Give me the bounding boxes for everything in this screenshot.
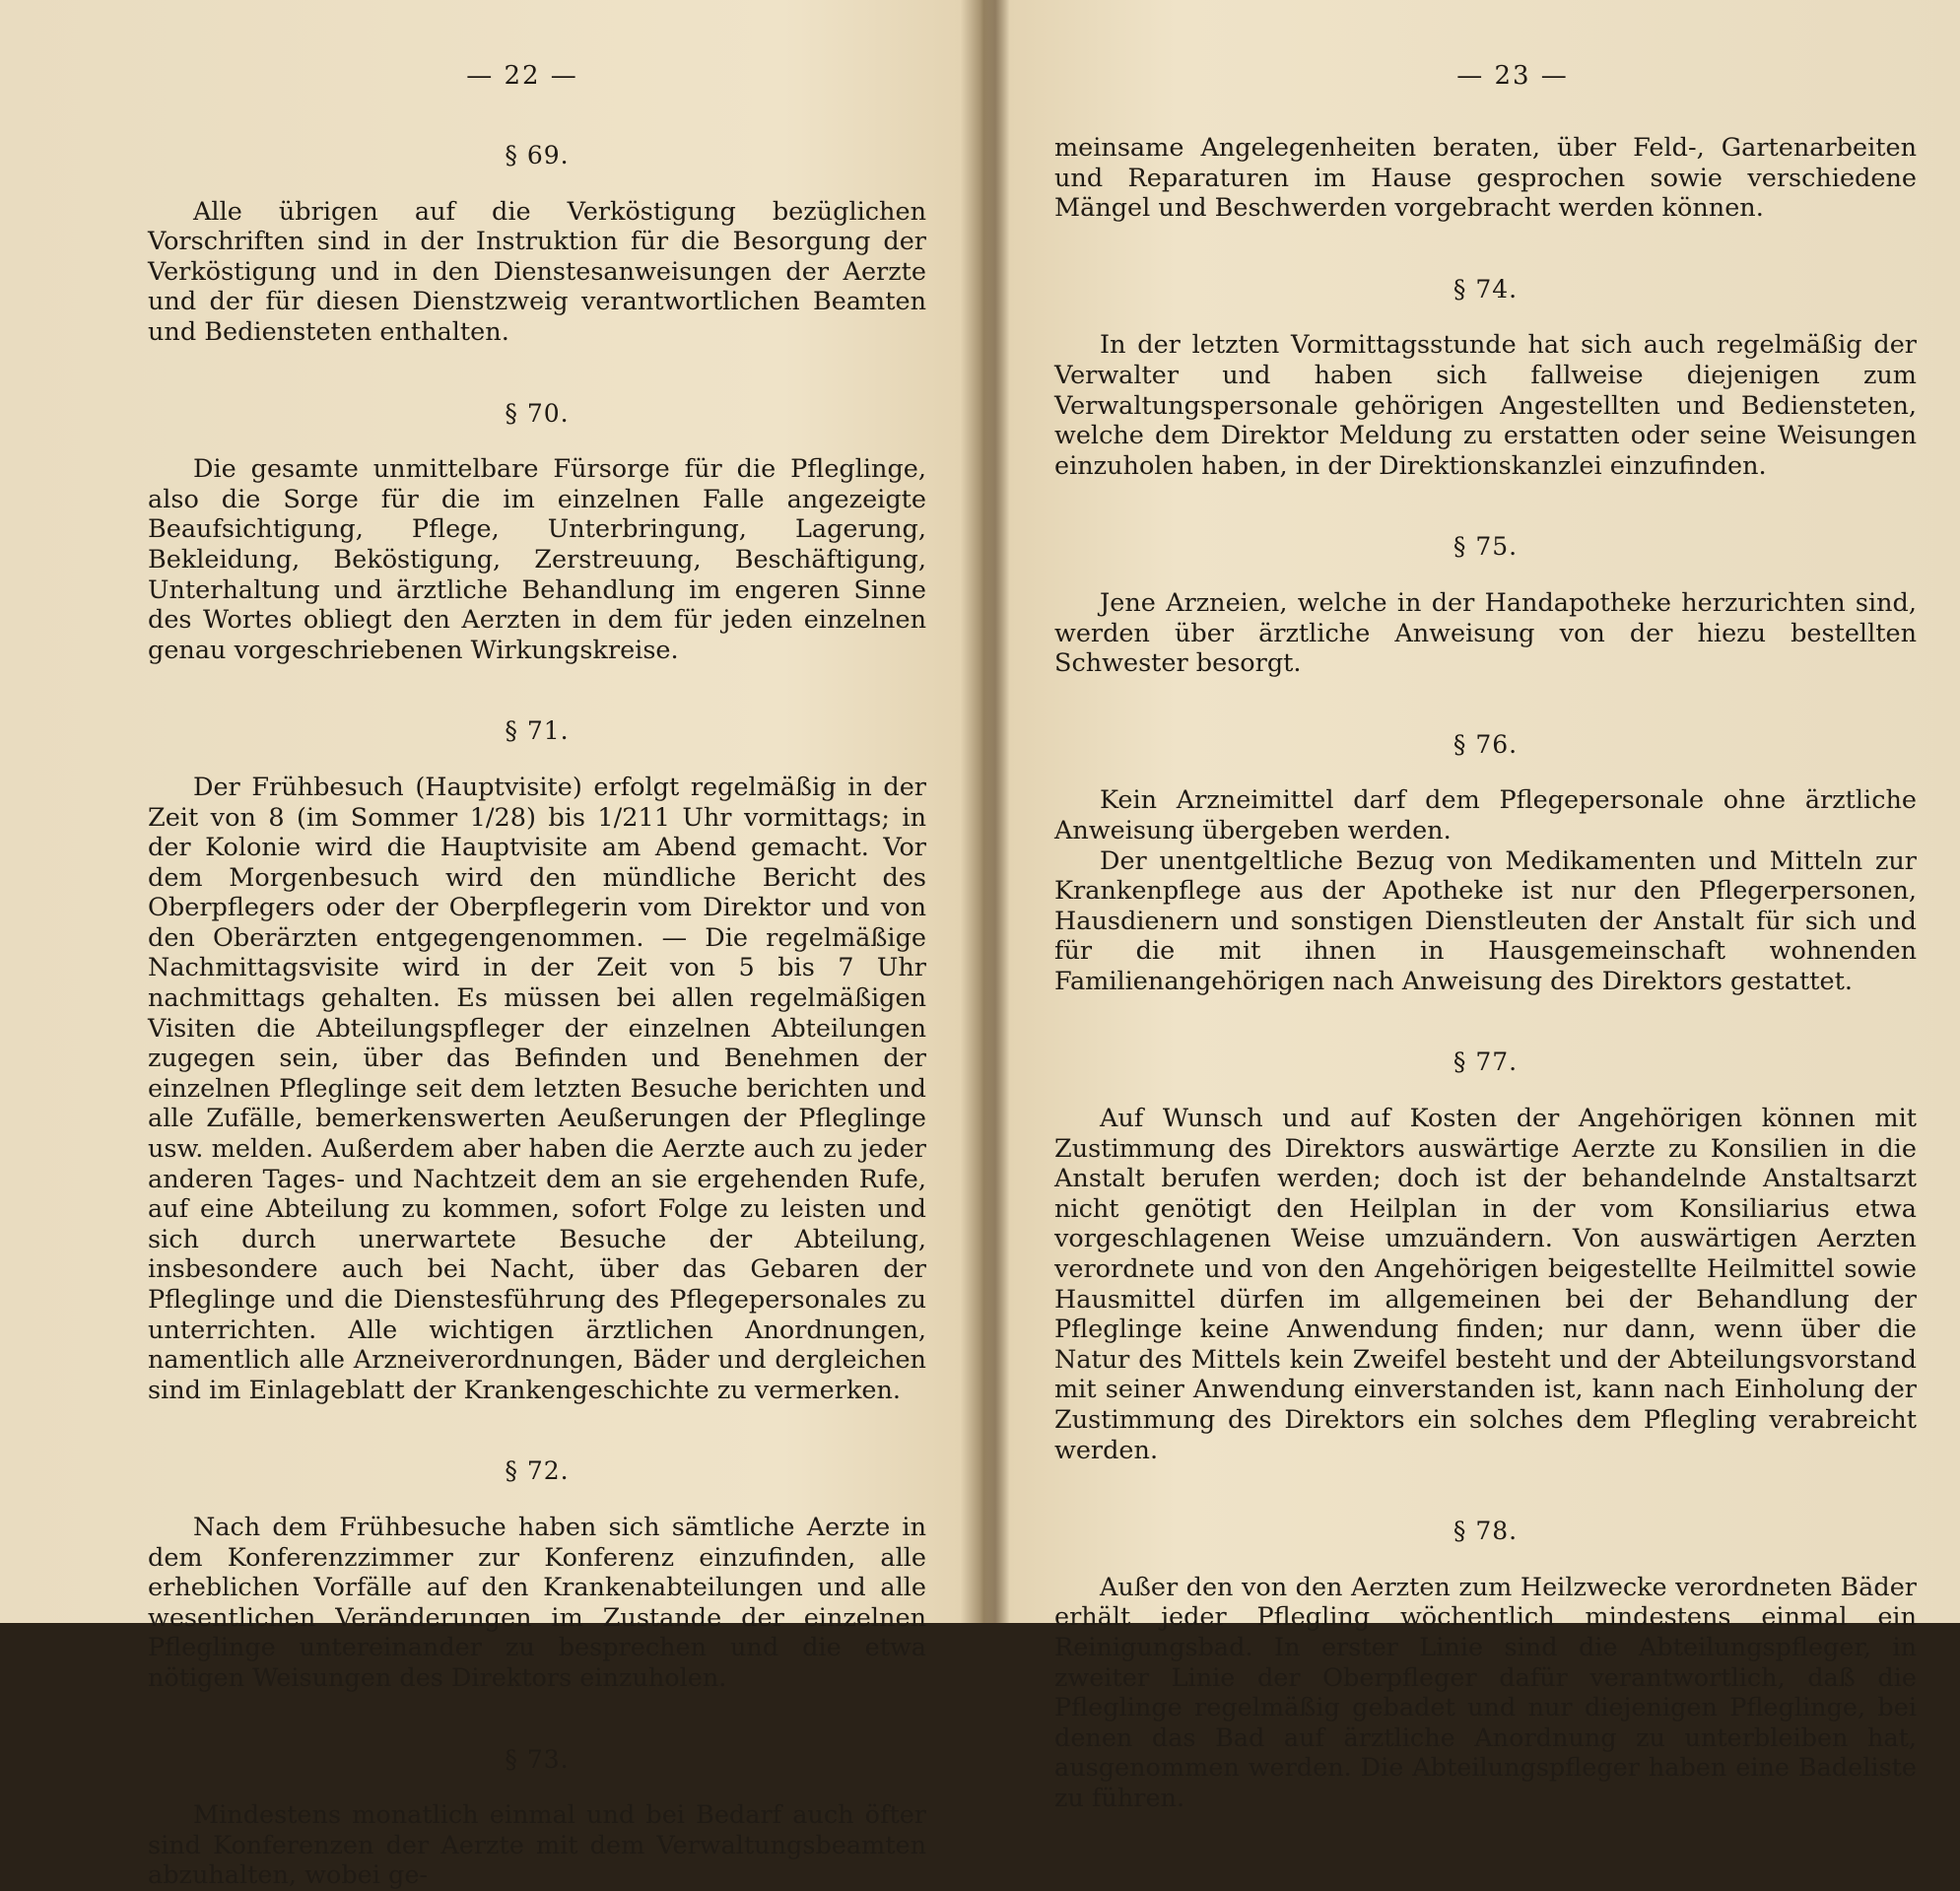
page-number-left: — 22 — <box>466 61 578 91</box>
section-75 <box>1054 524 1917 678</box>
section-70 <box>148 391 926 666</box>
paragraph: Jene Arzneien, welche in der Handapotheke herzurichten sind, werden über ärztliche Anweisung von der hiezu bestellten Schwester besorgt. <box>1054 587 1917 679</box>
section-heading: § 74. <box>1453 274 1519 304</box>
section-heading: § 72. <box>505 1456 570 1486</box>
section-72 <box>148 1449 926 1693</box>
paragraph: Außer den von den Aerzten zum Heilzwecke verordneten Bäder erhält jeder Pflegling wöchentlich mindestens einmal ein Reinigungsbad. In erster Linie sind die Abteilungspfleger, in zweiter Linie der Oberpfleger dafür verantwortlich, daß die Pfleglinge regelmäßig gebadet und nur diejenigen Pfleglinge, bei denen das Bad auf ärztliche Anordnung zu unterbleiben hat, ausgenommen werden. Die Abteilungspfleger haben eine Badeliste zu führen. <box>1054 1572 1917 1813</box>
paragraph: Mindestens monatlich einmal und bei Bedarf auch öfter sind Konferenzen der Aerzte mit dem Verwaltungsbeamten abzuhalten, wobei ge- <box>148 1800 926 1891</box>
section-heading: § 69. <box>505 141 570 169</box>
paragraph: Der unentgeltliche Bezug von Medikamenten und Mitteln zur Krankenpflege aus der Apotheke ist nur den Pflegerpersonen, Hausdienern und sonstigen Dienstleuten der Anstalt für sich und für die mit ihnen in Hausgemeinschaft wohnenden Familienangehörigen nach Anweisung des Direktors gestattet. <box>1054 845 1917 996</box>
section-77 <box>1054 1040 1917 1465</box>
section-heading: § 70. <box>505 398 570 428</box>
section-76 <box>1054 722 1917 997</box>
continuation-paragraph: meinsame Angelegenheiten beraten, über Feld-, Gartenarbeiten und Reparaturen im Hause gesprochen sowie verschiedene Mängel und Beschwerden vorgebracht werden können. <box>1054 133 1917 224</box>
left-page-body <box>148 133 926 1891</box>
section-heading: § 71. <box>505 716 570 746</box>
section-heading: § 77. <box>1453 1047 1519 1077</box>
paragraph: Der Frühbesuch (Hauptvisite) erfolgt regelmäßig in der Zeit von 8 (im Sommer 1/28) bis 1/211 Uhr vormittags; in der Kolonie wird die Hauptvisite am Abend gemacht. Vor dem Morgenbesuch wird den mündliche Bericht des Oberpflegers oder der Oberpflegerin vom Direktor und von den Oberärzten entgegengenommen. — Die regelmäßige Nachmittagsvisite wird in der Zeit von 5 bis 7 Uhr nachmittags gehalten. Es müssen bei allen regelmäßigen Visiten die Abteilungspfleger der einzelnen Abteilungen zugegen sein, über das Befinden und Benehmen der einzelnen Pfleglinge seit dem letzten Besuche berichten und alle Zufälle, bemerkenswerten Aeußerungen der Pfleglinge usw. melden. Außerdem aber haben die Aerzte auch zu jeder anderen Tages- und Nachtzeit dem an sie ergehenden Rufe, auf eine Abteilung zu kommen, sofort Folge zu leisten und sich durch unerwartete Besuche der Abteilung, insbesondere auch bei Nacht, über das Gebaren der Pfleglinge und die Dienstesführung des Pflegepersonales zu unterrichten. Alle wichtigen ärztlichen Anordnungen, namentlich alle Arzneiverordnungen, Bäder und dergleichen sind im Einlageblatt der Krankengeschichte zu vermerken. <box>148 772 926 1405</box>
paragraph: In der letzten Vormittagsstunde hat sich auch regelmäßig der Verwalter und haben sich fallweise diejenigen zum Verwaltungspersonale gehörigen Angestellten und Bediensteten, welche dem Direktor Meldung zu erstatten oder seine Weisungen einzuholen haben, in der Direktionskanzlei einzufinden. <box>1054 330 1917 481</box>
page-number-right: — 23 — <box>1456 61 1569 91</box>
paragraph: Die gesamte unmittelbare Fürsorge für die Pfleglinge, also die Sorge für die im einzelnen Falle angezeigte Beaufsichtigung, Pflege, Unterbringung, Lagerung, Bekleidung, Beköstigung, Zerstreuung, Beschäftigung, Unterhaltung und ärztliche Behandlung im engeren Sinne des Wortes obliegt den Aerzten in dem für jeden einzelnen genau vorgeschriebenen Wirkungskreise. <box>148 454 926 665</box>
section-69 <box>148 133 926 348</box>
right-page <box>1000 0 1960 1813</box>
section-78 <box>1054 1509 1917 1813</box>
paragraph: Auf Wunsch und auf Kosten der Angehörigen können mit Zustimmung des Direktors auswärtige Aerzte zu Konsilien in die Anstalt berufen werden; doch ist der behandelnde Anstaltsarzt nicht genötigt den Heilplan in der vom Konsiliarius etwa vorgeschlagenen Weise umzuändern. Von auswärtigen Aerzten verordnete und von den Angehörigen beigestellte Heilmittel sowie Hausmittel dürfen im allgemeinen bei der Behandlung der Pfleglinge keine Anwendung finden; nur dann, wenn über die Natur des Mittels kein Zweifel besteht und der Abteilungsvorstand mit seiner Anwendung einverstanden ist, kann nach Einholung der Zustimmung des Direktors ein solches dem Pflegling verabreicht werden. <box>1054 1104 1917 1465</box>
paragraph: Alle übrigen auf die Verköstigung bezüglichen Vorschriften sind in der Instruktion für die Besorgung der Verköstigung und in den Dienstesanweisungen der Aerzte und der für diesen Dienstzweig verantwortlichen Beamten und Bediensteten enthalten. <box>148 196 926 347</box>
paragraph: Nach dem Frühbesuche haben sich sämtliche Aerzte in dem Konferenzzimmer zur Konferenz einzufinden, alle erheblichen Vorfälle auf den Krankenabteilungen und alle wesentlichen Veränderungen im Zustande der einzelnen Pfleglinge untereinander zu besprechen und die etwa nötigen Weisungen des Direktors einzuholen. <box>148 1512 926 1693</box>
section-heading: § 76. <box>1453 729 1519 759</box>
section-heading: § 75. <box>1453 532 1519 562</box>
section-74 <box>1054 267 1917 482</box>
section-heading: § 73. <box>505 1744 570 1774</box>
paragraph: Kein Arzneimittel darf dem Pflegepersonale ohne ärztliche Anweisung übergeben werden. <box>1054 785 1917 845</box>
section-73 <box>148 1737 926 1891</box>
section-71 <box>148 709 926 1405</box>
right-page-body <box>1054 133 1917 1814</box>
section-heading: § 78. <box>1453 1517 1519 1546</box>
